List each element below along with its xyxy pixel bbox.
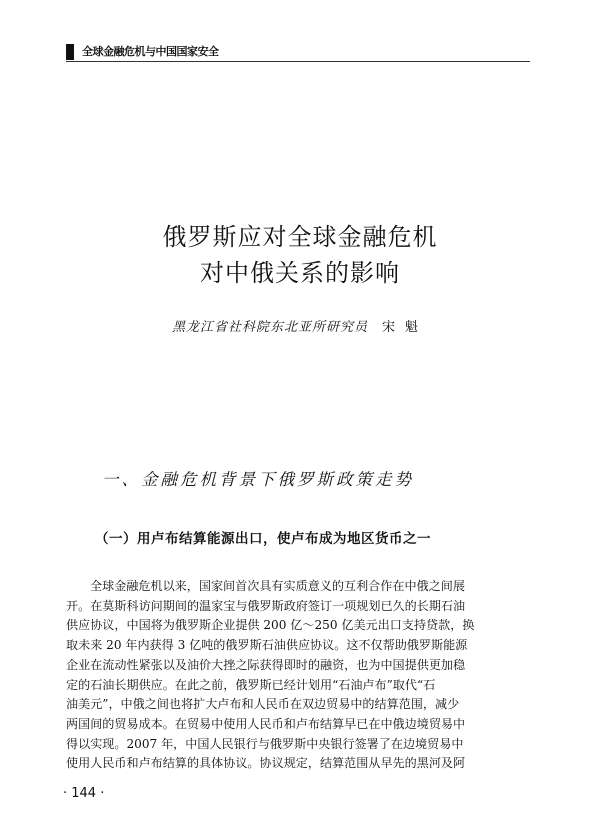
article-title-line-1: 俄罗斯应对全球金融危机: [162, 223, 438, 251]
author-affiliation: 黑龙江省社科院东北亚所研究员: [171, 320, 368, 335]
running-header: [66, 44, 530, 64]
body-line: 开。在莫斯科访问期间的温家宝与俄罗斯政府签订一项规划已久的长期石油: [66, 598, 466, 613]
body-line: 全球金融危机以来，国家间首次具有实质意义的互利合作在中俄之间展: [90, 579, 465, 593]
body-paragraph: [66, 577, 528, 774]
body-line: 取未来 20 年内获得 3 亿吨的俄罗斯石油供应协议。这不仅帮助俄罗斯能源: [66, 638, 468, 653]
body-line: 供应协议，中国将为俄罗斯企业提供 200 亿～250 亿美元出口支持贷款，换: [66, 618, 475, 633]
header-marker: [66, 44, 74, 60]
byline: [0, 316, 600, 335]
body-line: 定的石油长期供应。在此之前，俄罗斯已经计划用“石油卢布”取代“石: [66, 677, 436, 692]
body-line: 两国间的贸易成本。在贸易中使用人民币和卢布结算早已在中俄边境贸易中: [66, 716, 466, 731]
subsection-heading: （一）用卢布结算能源出口，使卢布成为地区货币之一: [95, 531, 431, 547]
author-name: 宋魁: [382, 320, 429, 335]
body-line: 使用人民币和卢布结算的具体协议。协议规定，结算范围从早先的黑河及阿: [66, 756, 466, 771]
header-rule: [66, 61, 530, 62]
body-line: 油美元”，中俄之间也将扩大卢布和人民币在双边贸易中的结算范围，减少: [66, 697, 460, 712]
page-number: · 144 ·: [63, 786, 105, 801]
body-line: 得以实现。2007 年，中国人民银行与俄罗斯中央银行签署了在边境贸易中: [66, 736, 464, 751]
section-heading: 一、金融危机背景下俄罗斯政策走势: [102, 470, 414, 489]
running-title: 全球金融危机与中国国家安全: [82, 45, 219, 58]
article-title-line-2: 对中俄关系的影响: [200, 259, 400, 287]
body-line: 企业在流动性紧张以及油价大挫之际获得即时的融资，也为中国提供更加稳: [66, 657, 466, 672]
